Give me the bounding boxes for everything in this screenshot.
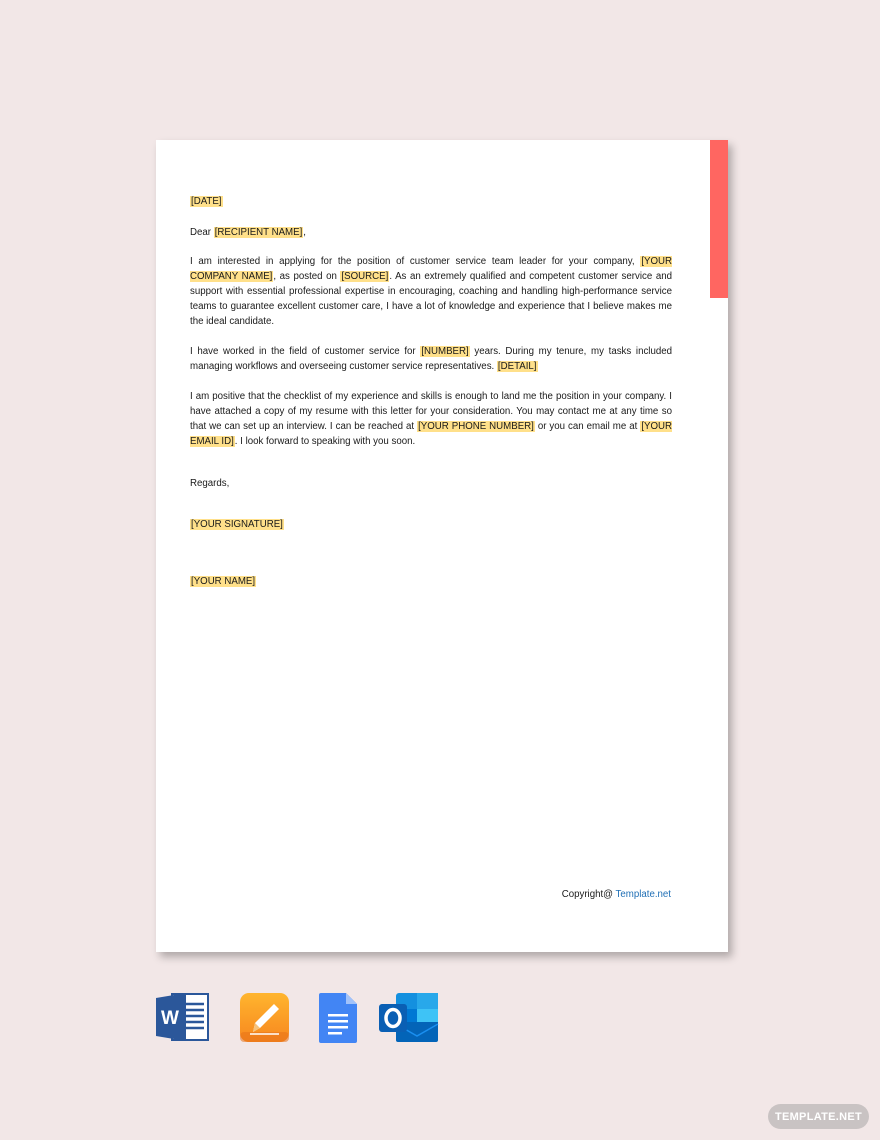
salutation-prefix: Dear xyxy=(190,227,214,238)
name-line xyxy=(190,574,672,589)
paragraph-experience xyxy=(190,344,672,374)
svg-text:W: W xyxy=(161,1008,179,1029)
signature-placeholder: [YOUR SIGNATURE] xyxy=(191,519,283,530)
detail-placeholder: [DETAIL] xyxy=(497,361,537,372)
letter-body xyxy=(190,194,672,589)
intro-text-2: , as posted on xyxy=(273,271,341,282)
phone-placeholder: [YOUR PHONE NUMBER] xyxy=(418,421,534,432)
name-placeholder: [YOUR NAME] xyxy=(191,576,256,587)
closing-text-3: . I look forward to speaking with you soon. xyxy=(234,436,416,447)
closing-text-1: I am positive that the checklist of my experience and skills is enough to land me the position in your company. I have attached a copy of my resume with this letter for your consideration. You may contact me at any time so that we can set up an interview. I can be reached at xyxy=(190,391,672,432)
closing-text-2: or you can email me at xyxy=(534,421,641,432)
apple-pages-icon[interactable] xyxy=(239,992,290,1048)
intro-text-3: . As an extremely qualified and competent customer service and support with essential professional expertise in encouraging, coaching and handling high-performance service teams to guarantee excellent customer care, I have a lot of knowledge and experience that I believe makes me the ideal candidate. xyxy=(190,271,672,327)
recipient-placeholder: [RECIPIENT NAME] xyxy=(214,227,303,238)
accent-bar xyxy=(710,140,728,298)
paragraph-closing xyxy=(190,389,672,449)
intro-text-1: I am interested in applying for the position of customer service team leader for your company, xyxy=(190,256,641,267)
salutation-suffix: , xyxy=(303,227,306,238)
microsoft-outlook-icon[interactable] xyxy=(378,992,440,1049)
google-docs-icon[interactable] xyxy=(318,992,358,1049)
experience-text-2: years. During my tenure, my tasks included managing workflows and overseeing customer service representatives. xyxy=(190,346,672,372)
company-placeholder: [YOUR COMPANY NAME] xyxy=(190,256,672,282)
source-placeholder: [SOURCE] xyxy=(341,271,389,282)
salutation xyxy=(190,225,672,240)
experience-text-1: I have worked in the field of customer service for xyxy=(190,346,421,357)
template-net-watermark: TEMPLATE.NET xyxy=(768,1104,869,1129)
document-page xyxy=(156,140,728,952)
signature-line xyxy=(190,517,672,532)
microsoft-word-icon[interactable] xyxy=(156,992,210,1047)
date-placeholder: [DATE] xyxy=(191,196,222,207)
paragraph-intro xyxy=(190,254,672,329)
email-placeholder: [YOUR EMAIL ID] xyxy=(190,421,672,447)
regards-line: Regards, xyxy=(190,478,230,489)
copyright-link[interactable]: Template.net xyxy=(615,889,671,900)
copyright-line xyxy=(562,889,671,900)
number-placeholder: [NUMBER] xyxy=(421,346,469,357)
copyright-prefix: Copyright@ xyxy=(561,889,616,900)
date-line xyxy=(190,194,672,209)
